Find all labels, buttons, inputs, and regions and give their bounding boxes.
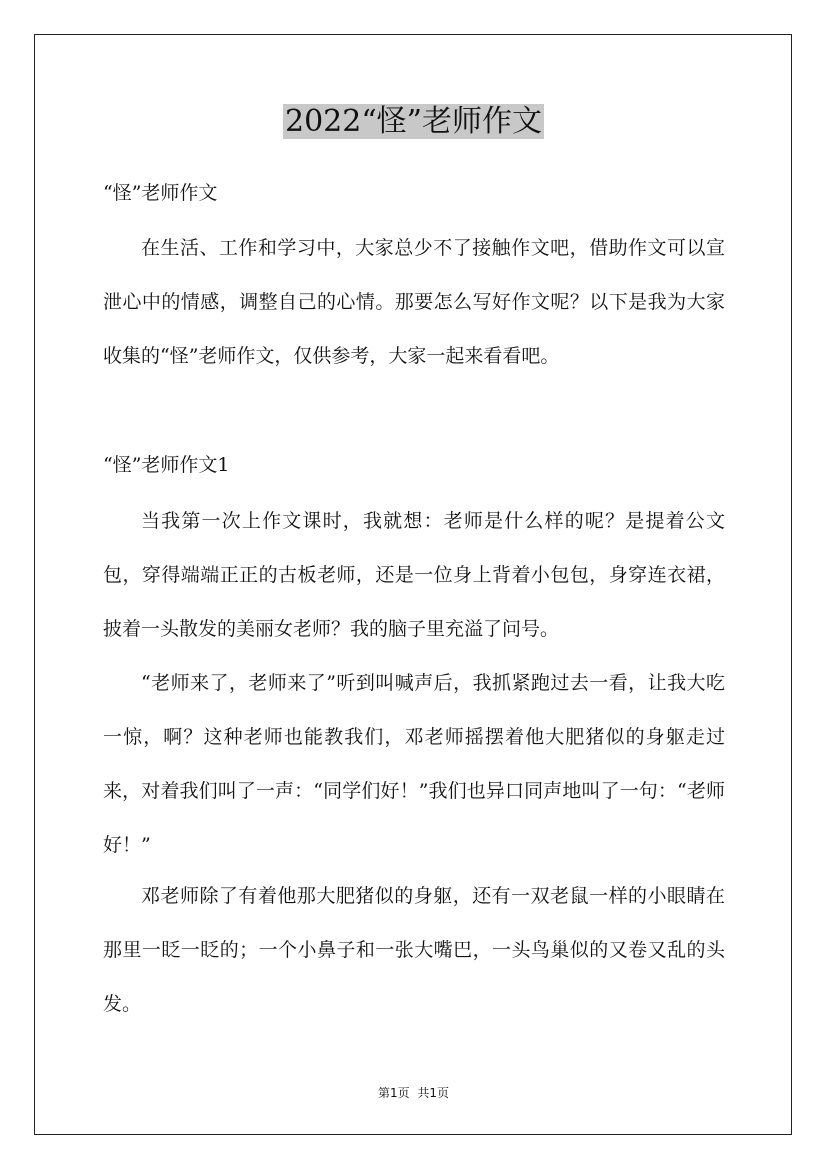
page-total: 共1页 xyxy=(417,1086,449,1100)
intro-paragraph: 在生活、工作和学习中，大家总少不了接触作文吧，借助作文可以宣泄心中的情感，调整自己的心情。那要怎么写好作文呢？以下是我为大家收集的“怪”老师作文，仅供参考，大家一起来看看吧。 xyxy=(103,237,725,367)
page-footer xyxy=(0,1085,827,1101)
document-title-text: 2022“怪”老师作文 xyxy=(284,104,543,139)
body-paragraph-2: “老师来了，老师来了”听到叫喊声后，我抓紧跑过去一看，让我大吃一惊，啊？这种老师也能教我们，邓老师摇摆着他大肥猪似的身躯走过来，对着我们叫了一声：“同学们好！”我们也异口同声地叫了一句：“老师好！” xyxy=(103,672,725,856)
document-title xyxy=(0,100,827,144)
body-paragraph-1: 当我第一次上作文课时，我就想：老师是什么样的呢？是提着公文包，穿得端端正正的古板老师，还是一位身上背着小包包，身穿连衣裙，披着一头散发的美丽女老师？我的脑子里充溢了问号。 xyxy=(103,510,725,640)
body-paragraph-3: 邓老师除了有着他那大肥猪似的身躯，还有一双老鼠一样的小眼睛在那里一眨一眨的；一个小鼻子和一张大嘴巴，一头鸟巢似的又卷又乱的头发。 xyxy=(103,885,725,1015)
page-number: 第1页 xyxy=(378,1086,410,1100)
section-heading: “怪”老师作文1 xyxy=(103,454,230,476)
document-heading: “怪”老师作文 xyxy=(103,182,218,204)
